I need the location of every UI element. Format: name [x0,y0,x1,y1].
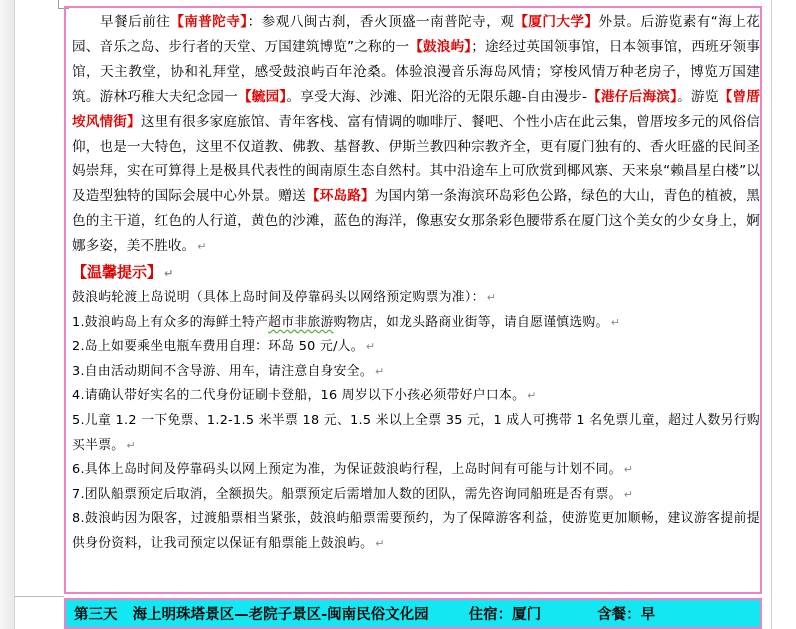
tip-item-5 [72,409,760,458]
tip-item-8 [72,507,760,556]
text-run: 3.自由活动期间不含导游、用车，请注意自身安全。 [72,363,373,379]
highlight-yuyuan: 【毓园】 [237,88,287,105]
text-run: 5.儿童 1.2 一下免票、1.2-1.5 米半票 18 元、1.5 米以上全票 35 元，1 成人可携带 1 名免票儿童，超过人数另行购买半票。 [72,413,760,453]
paragraph-mark-icon: ↵ [375,537,385,550]
text-run: ；途经过英国领事馆，日本领事馆，西班牙领事馆，天主教堂，协和礼拜堂，感受鼓浪屿百年沧桑。体验浪漫音乐海岛风情；穿梭风情万种老房子，博览万国建筑。游林巧稚大夫纪念园一 [72,38,760,105]
highlight-huandao-road: 【环岛路】 [305,188,375,205]
paragraph-mark-icon: ↵ [486,291,497,305]
text-run: 外景。后游览素有“海上花园、音乐之岛、步行者的天堂、万国建筑博览”之称的一 [72,14,761,55]
paragraph-mark-icon: ↵ [164,267,174,281]
text-run: 这里有很多家庭旅馆、青年客栈、富有情调的咖啡厅、餐吧、个性小店在此云集，曾厝垵多元的风俗信仰，也是一大特色，这里不仅道教、佛教、基督教、伊斯兰教四种宗教齐全，更有厦门独有的、香火旺盛的民间圣妈崇拜，实在可算得上是极具代表性的闽南原生态自然村。其中沿途车上可欣赏到椰风寨、天来泉“赖昌星白楼”以及造型独特的国际会展中心外景。赠送 [72,113,761,205]
text-run: 6.具体上岛时间及停靠码头以网上预定为准，为保证鼓浪屿行程，上岛时间有可能与计划不同。 [72,462,622,478]
itinerary-paragraph [72,10,760,260]
paragraph-mark-icon: ↵ [623,463,634,477]
text-run: 购物店，如龙头路商业街等，请自愿谨慎选购。 [333,314,609,330]
text-run: 早餐后前往 [100,14,171,30]
highlight-zengcuoan: 【曾厝垵风情街】 [72,88,761,130]
highlight-xiamen-university: 【厦门大学】 [514,14,599,30]
tip-item-3 [72,360,760,385]
paragraph-mark-icon: ↵ [374,364,385,378]
paragraph-mark-icon: ↵ [365,340,376,354]
paragraph-mark-icon: ↵ [527,389,537,403]
text-run: 。游览 [677,88,719,105]
paragraph-mark-icon: ↵ [197,240,207,254]
tips-heading [72,260,760,286]
text-run: 1.鼓浪屿岛上有众多的海鲜土特产 [72,314,269,330]
day3-title: 第三天 海上明珠塔景区—老院子景区-闽南民俗文化园 [74,607,429,623]
tips-intro [72,286,760,311]
vertical-ruler [0,0,15,629]
text-run: 7.团队船票预定后取消，全额损失。船票预定后需增加人数的团队，需先咨询同船班是否有票。 [72,486,622,502]
day3-meals: 含餐：早 [597,607,656,623]
tip-item-6 [72,458,760,483]
text-run: 8.鼓浪屿因为限客，过渡船票相当紧张，鼓浪屿船票需要预约，为了保障游客利益，使游览更加顺畅，建议游客提前提供身份资料，让我司预定以保证有船票能上鼓浪屿。 [72,511,760,551]
tip-item-4 [72,384,760,409]
highlight-nanputuo: 【南普陀寺】 [170,14,248,30]
page-edge [771,0,772,629]
tip-item-7 [72,483,760,508]
paragraph-mark-icon: ↵ [610,315,621,329]
day3-header-row[interactable] [64,598,762,629]
tip-item-1 [72,311,760,336]
document-body[interactable] [72,10,760,557]
highlight-gangzaihou: 【港仔后海滨】 [587,88,678,105]
text-run: 鼓浪屿轮渡上岛说明（具体上岛时间及停靠码头以网络预定购票为准）： [72,290,485,306]
day3-stay: 住宿：厦门 [468,607,542,623]
tips-title-text: 【温馨提示】 [72,263,163,282]
paragraph-mark-icon: ↵ [623,487,634,501]
grammar-flag-text[interactable]: 超市非旅游 [268,314,334,330]
text-run: 2.岛上如要乘坐电瓶车费用自理：环岛 50 元/人。 [72,339,364,355]
text-run: 4.请确认带好实名的二代身份证刷卡登船，16 周岁以下小孩必须带好户口本。 [72,388,526,404]
text-run: 为国内第一条海滨环岛彩色公路，绿色的大山，青色的植被，黑色的主干道，红色的人行道，黄色的沙滩，蓝色的海洋，像惠安女那条彩色腰带系在厦门这个美女的少女身上，婀娜多姿，美不胜收。 [72,188,760,255]
text-run: ：参观八闽古刹，香火顶盛一南普陀寺，观 [247,14,515,30]
text-run: 。享受大海、沙滩、阳光浴的无限乐趣-自由漫步- [286,88,588,105]
margin-guide [14,596,64,597]
paragraph-mark-icon: ↵ [126,438,136,452]
highlight-gulangyu: 【鼓浪屿】 [409,38,472,55]
tip-item-2 [72,335,760,360]
